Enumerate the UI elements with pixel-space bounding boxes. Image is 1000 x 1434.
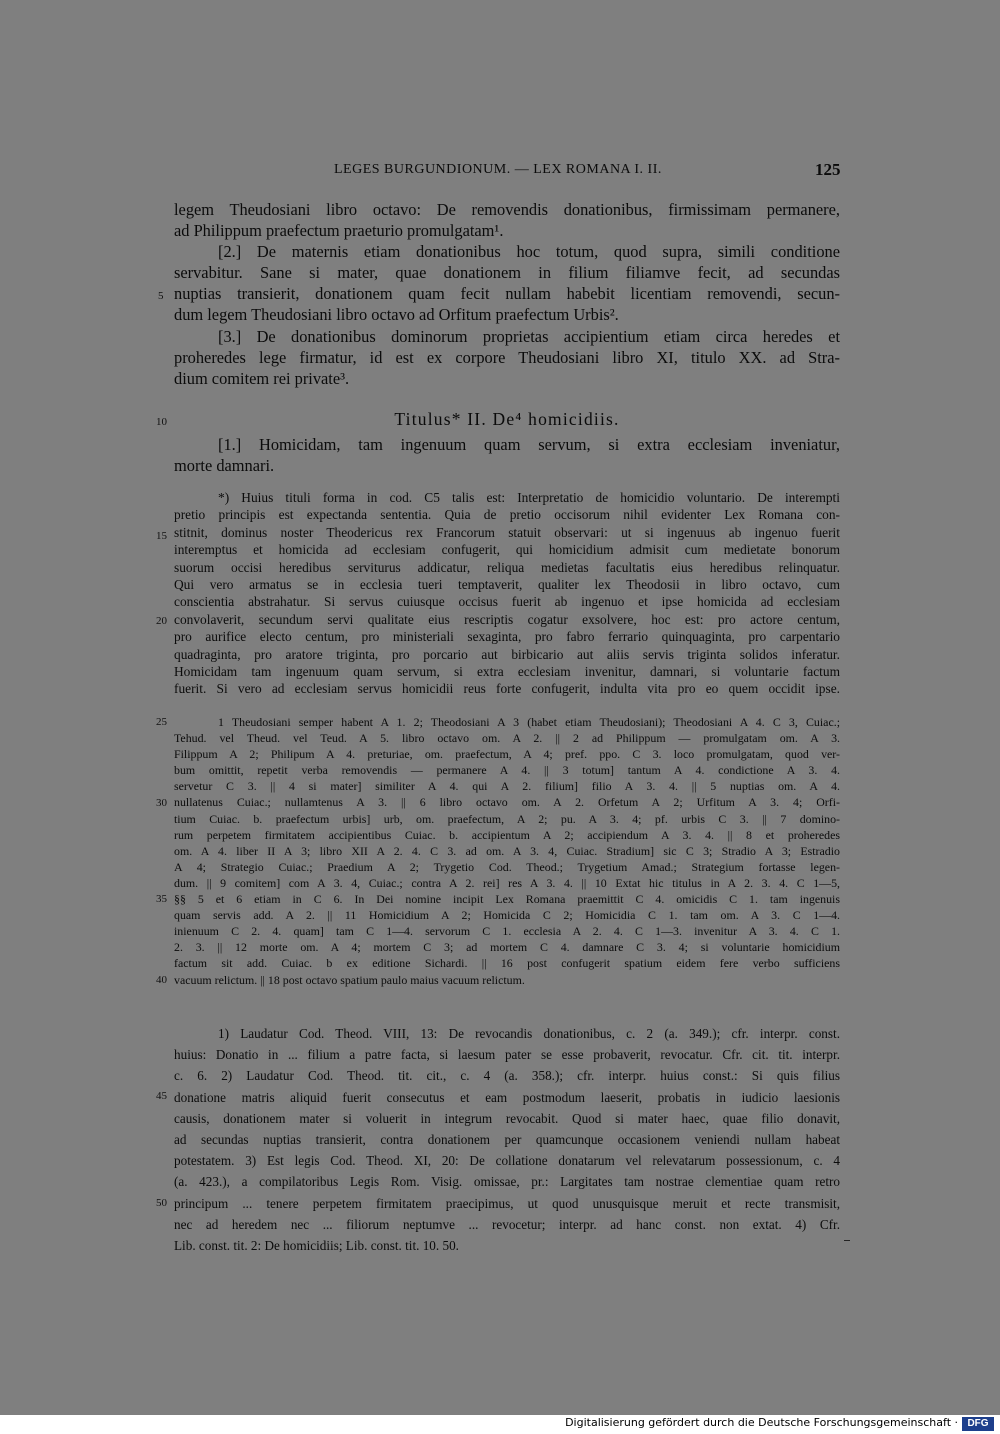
apparatus-line: 2. 3. || 12 morte om. A 4; mortem C 3; ad mortem C 4. damnare C 3. 4; si voluntarie homicidium bbox=[174, 940, 840, 955]
apparatus-line: om. A 4. liber II A 3; libro XII A 2. 4. C 3. ad om. A 3. 4, Cuiac. Stradium] sic C 3; Stradio A 3; Estradio bbox=[174, 843, 840, 858]
apparatus-line: quam servis add. A 2. || 11 Homicidium A 2; Homicida C 2; Homicidia C 1. tam om. A 3. C 1—4. bbox=[174, 908, 840, 923]
line-number: 35 bbox=[156, 893, 167, 905]
footnote-line: potestatem. 3) Est legis Cod. Theod. XI, 20: De collatione donatarum vel relevatarum possessionum, c. 4 bbox=[174, 1153, 840, 1169]
line-number: 25 bbox=[156, 716, 167, 728]
apparatus-line: servetur C 3. || 4 si mater] similiter A 4. qui A 2. filium] filio A 3. 4. || 5 nuptias om. A 4. bbox=[174, 779, 840, 794]
apparatus-line: tium Cuiac. b. praefectum urbis] urb, om. praefectum, A 2; pu. A 3. 4; pf. urbis C 3. || 7 domino- bbox=[174, 811, 840, 826]
section-text-line: [1.] Homicidam, tam ingenuum quam servum, si extra ecclesiam inveniatur, bbox=[218, 435, 840, 454]
star-note-line: stitnit, dominus noster Theodericus rex Francorum statuit observari: ut si ingenuus ab ingenuo fuerit bbox=[174, 524, 840, 540]
section-heading: Titulus* II. De⁴ homicidiis. bbox=[394, 409, 620, 429]
apparatus-line: Tehud. vel Theud. vel Teud. A 5. libro octavo om. A 2. || 2 ad Philippum — promulgatam om. A 3. bbox=[174, 731, 840, 746]
digitization-footer bbox=[0, 1415, 1000, 1434]
footnote-line: Lib. const. tit. 2: De homicidiis; Lib. const. tit. 10. 50. bbox=[174, 1238, 459, 1254]
star-note-line: pro aurifice electo centum, pro ministeriali sexaginta, pro fabro ferrario quinquaginta, pro carpentario bbox=[174, 629, 840, 645]
line-number: 40 bbox=[156, 974, 167, 986]
apparatus-line: §§ 5 et 6 etiam in C 6. In Dei nomine incipit Lex Romana praemittit C 4. omicidis C 1. tam ingenuis bbox=[174, 892, 840, 907]
main-text-line: [3.] De donationibus dominorum proprietas accipientium etiam circa heredes et bbox=[218, 326, 840, 346]
footnote-line: c. 6. 2) Laudatur Cod. Theod. tit. cit., c. 4 (a. 358.); cfr. interpr. huius const.: Si quis filius bbox=[174, 1068, 840, 1084]
line-number: 10 bbox=[156, 416, 167, 428]
line-number: 15 bbox=[156, 530, 167, 542]
star-note-line: convolaverit, secundum servi qualitate eius rescriptis cogatur exsolvere, hoc est: pro actore centum, bbox=[174, 611, 840, 627]
footnote-line: causis, donationem mater si voluerit in integrum revocabit. Quod si mater haec, quae filio donavit, bbox=[174, 1110, 840, 1126]
footnote-line: principum ... tenere perpetem firmitatem praecipimus, ut quod unusquisque meruit et recte transmisit, bbox=[174, 1195, 840, 1211]
running-head: LEGES BURGUNDIONUM. — LEX ROMANA I. II. bbox=[334, 162, 662, 177]
apparatus-line: bum omittit, repetit verba removendis — permanere A 4. || 3 totum] tantum A 4. condictione A 3. 4. bbox=[174, 763, 840, 778]
footnote-line: donatione matris aliquid fuerit consecutus et eam postmodum laeserit, probatis in iudicio laesionis bbox=[174, 1089, 840, 1105]
footnote-line: 1) Laudatur Cod. Theod. VIII, 13: De revocandis donationibus, c. 2 (a. 349.); cfr. interpr. const. bbox=[218, 1026, 840, 1041]
main-text-line: dum legem Theudosiani libro octavo ad Orfitum praefectum Urbis². bbox=[174, 305, 619, 325]
apparatus-line: A 4; Strategio Cuiac.; Praedium A 2; Trygetio Cod. Theod.; Trygetium Amad.; Strategium fortasse legen- bbox=[174, 859, 840, 874]
footnote-line: huius: Donatio in ... filium a patre facta, si laesum pater se esse probaverit, revocatur. Cfr. cit. tit. interpr. bbox=[174, 1047, 840, 1063]
apparatus-line: inienuum C 2. 4. quam] tam C 1—4. servorum C 1. ecclesia A 2. 4. C 1—3. invenitur A 3. 4. C 1. bbox=[174, 924, 840, 939]
star-note-line: Qui vero armatus se in ecclesia tueri temptaverit, qualiter lex Theodosii in libro octavo, cum bbox=[174, 577, 840, 593]
apparatus-line: dum. || 9 comitem] com A 3. 4, Cuiac.; contra A 2. rei] res A 3. 4. || 10 Extat hic titulus in A 2. 3. 4. C 1—5, bbox=[174, 875, 840, 890]
main-text-line: [2.] De maternis etiam donationibus hoc totum, quod supra, simili conditione bbox=[218, 242, 840, 262]
dfg-logo[interactable]: DFG bbox=[962, 1417, 994, 1431]
main-text-line: proheredes lege firmatur, id est ex corpore Theudosiani libro XI, titulo XX. ad Stra- bbox=[174, 347, 840, 367]
line-number: 45 bbox=[156, 1090, 167, 1102]
footnote-line: nec ad heredem nec ... filiorum neptumve ... revocetur; interpr. ad hanc const. non extat. 4) Cfr. bbox=[174, 1216, 840, 1232]
footnote-line: (a. 423.), a compilatoribus Legis Rom. Visig. omissae, pr.: Largitates tam nostrae clementiae quam retro bbox=[174, 1174, 840, 1190]
footnote-line: ad secundas nuptias transierit, contra donationem per quamcunque occasionem veniendi nullam habeat bbox=[174, 1132, 840, 1148]
apparatus-line: rum perpetem firmitatem accipientibus Cuiac. b. accipientum A 2; accipiendum A 3. 4. || 8 et proheredes bbox=[174, 827, 840, 842]
star-note-line: Homicidam tam ingenuum quam servum, si extra ecclesiam invenitur, damnari, si voluntarie factum bbox=[174, 664, 840, 680]
main-text-line: nuptias transierit, donationem quam fecit nullam habebit licentiam removendi, secun- bbox=[174, 284, 840, 304]
margin-mark bbox=[844, 1240, 850, 1241]
star-note-line: conscientia abstrahatur. Si servus cuiusque occisus fuerit ab ingenuo et ipse homicida ad ecclesiam bbox=[174, 594, 840, 610]
footer-credit: Digitalisierung gefördert durch die Deutsche Forschungsgemeinschaft · bbox=[565, 1416, 958, 1429]
star-note-line: suorum occisi heredibus serviturus addicatur, reliqua medietas facultatis eius heredibus relinquatur. bbox=[174, 559, 840, 575]
apparatus-line: nullatenus Cuiac.; nullamtenus A 3. || 6 libro octavo om. A 2. Orfetum A 2; Urfitum A 3. 4; Orfi- bbox=[174, 795, 840, 810]
apparatus-line: vacuum relictum. || 18 post octavo spatium paulo maius vacuum relictum. bbox=[174, 972, 525, 987]
line-number: 5 bbox=[158, 290, 164, 302]
star-note-line: pretio principis est expectanda sententia. Quia de pretio occisorum nihil evidenter Lex Romana con- bbox=[174, 507, 840, 523]
star-note-line: quadraginta, pro aratore triginta, pro porcario aut birbicario aut aliis servis triginta solidos inferatur. bbox=[174, 646, 840, 662]
line-number: 50 bbox=[156, 1197, 167, 1209]
page-number: 125 bbox=[815, 160, 841, 179]
apparatus-line: Filippum A 2; Philipum A 4. preturiae, om. praefectum, A 4; pref. ppo. C 3. loco promulgatam, quod ver- bbox=[174, 747, 840, 762]
main-text-line: legem Theudosiani libro octavo: De removendis donationibus, firmissimam permanere, bbox=[174, 200, 840, 219]
apparatus-line: 1 Theudosiani semper habent A 1. 2; Theodosiani A 3 (habet etiam Theudosiani); Theodosiani A 4. C 3, Cuiac.; bbox=[218, 715, 840, 729]
star-note bbox=[174, 489, 840, 698]
main-text bbox=[174, 199, 840, 389]
star-note-line: *) Huius tituli forma in cod. C5 talis est: Interpretatio de homicidio voluntario. De interempti bbox=[218, 490, 840, 505]
section-text bbox=[174, 434, 840, 476]
main-text-line: servabitur. Sane si mater, quae donationem in filium filiamve fecit, ad secundas bbox=[174, 263, 840, 283]
line-number: 20 bbox=[156, 615, 167, 627]
apparatus-line: factum sit add. Cuiac. b ex editione Sichardi. || 16 post confugerit spatium eidem fere verbo sufficiens bbox=[174, 956, 840, 971]
star-note-line: interemptus et homicida ad ecclesiam confugerit, qui homicidium admisit cum medietate bonorum bbox=[174, 542, 840, 558]
section-text-line: morte damnari. bbox=[174, 456, 275, 476]
main-text-line: ad Philippum praefectum praeturio promulgatam¹. bbox=[174, 221, 504, 241]
footnotes bbox=[174, 1023, 840, 1256]
line-number: 30 bbox=[156, 797, 167, 809]
star-note-line: fuerit. Si vero ad ecclesiam servus homicidii reus forte confugerit, indulta vita pro eo quem occidit ipse. bbox=[174, 681, 840, 697]
critical-apparatus bbox=[174, 714, 840, 988]
main-text-line: dium comitem rei private³. bbox=[174, 368, 350, 388]
